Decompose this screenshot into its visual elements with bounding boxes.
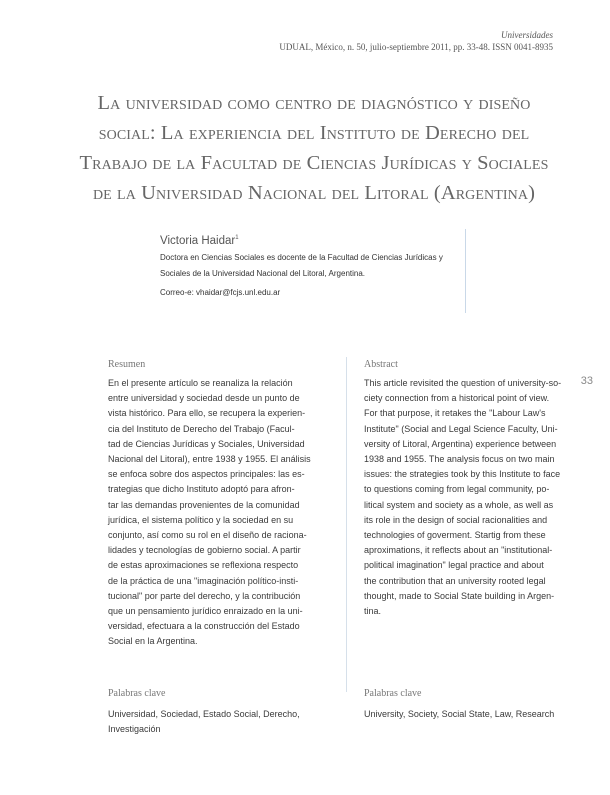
author-name: Victoria Haidar$^1$ [160, 234, 239, 247]
keywords-en [364, 707, 554, 722]
body-line: tina. [364, 606, 382, 617]
resumen-heading: Resumen [108, 359, 146, 370]
author-affiliation: Sociales de la Universidad Nacional del Litoral, Argentina. [160, 269, 366, 279]
title-line: La universidad como centro de diagnóstico y diseño [97, 92, 531, 114]
body-line: thought, made to Social State building in Argen- [364, 590, 555, 601]
body-line: aproximations, it reflects about an "institutional- [364, 545, 553, 556]
abstract-body [364, 376, 562, 619]
body-line: issues: the strategies took by this Institute to face [364, 469, 561, 480]
body-line: cia del Instituto de Derecho del Trabajo (Facul- [108, 423, 295, 434]
body-line: jurídica, el sistema político y la sociedad en su [108, 514, 294, 525]
body-line: litical system and society as a whole, as well as [364, 499, 554, 510]
body-line: tucional" por parte del derecho, y la contribución [108, 590, 301, 601]
body-line: its role in the design of social racionalities and [364, 514, 548, 525]
author-block [160, 229, 466, 313]
body-line: Institute" (Social and Legal Science Faculty, Uni- [364, 423, 558, 434]
abstract-section [364, 358, 562, 619]
body-line: political imagination" legal practice and about [364, 560, 544, 571]
body-line: de estas aproximaciones se reflexiona respecto [108, 560, 299, 571]
body-line: En el presente artículo se reanaliza la relación [108, 378, 293, 388]
citation-line: UDUAL, México, n. 50, julio-septiembre 2011, pp. 33-48. ISSN 0041-8935 [279, 42, 553, 52]
author-affiliation: Doctora en Ciencias Sociales es docente de la Facultad de Ciencias Jurídicas y [160, 252, 443, 262]
title-line: de la Universidad Nacional del Litoral (Argentina) [92, 182, 536, 204]
keywords-es-heading: Palabras clave [108, 688, 166, 699]
running-header [279, 29, 553, 53]
body-line: Nacional del Litoral), entre 1938 y 1955. El análisis [108, 454, 311, 465]
body-line: Social en la Argentina. [108, 636, 198, 647]
body-line: the contribution that an university rooted legal [364, 575, 546, 586]
body-line: ciety connection from a historical point of view. [364, 393, 550, 404]
body-line: tar las demandas provenientes de la comunidad [108, 499, 300, 510]
title-line: social: La experiencia del Instituto de Derecho del [98, 122, 530, 144]
body-line: versidad, efectuara a la construcción del Estado [108, 621, 300, 632]
body-line: For that purpose, it retakes the "Labour Law's [364, 408, 546, 419]
body-line: to questions coming from legal community, po- [364, 484, 550, 495]
keywords-en-heading: Palabras clave [364, 688, 422, 699]
body-line: lidades y tecnologías de gobierno social. A partir [108, 545, 301, 556]
resumen-body [108, 376, 311, 650]
body-line: tad de Ciencias Jurídicas y Sociales, Universidad [108, 438, 305, 449]
body-line: This article revisited the question of university-so- [364, 378, 562, 388]
body-line: entre universidad y sociedad desde un punto de [108, 393, 300, 404]
body-line: conjunto, así como su rol en el diseño de racionа- [108, 530, 307, 541]
resumen-section [108, 358, 311, 650]
keywords-line: University, Society, Social State, Law, Research [364, 709, 555, 719]
column-divider [346, 357, 347, 692]
body-line: de la práctica de una "imaginación político-insti- [108, 575, 299, 586]
abstract-heading: Abstract [364, 359, 398, 370]
page-number: 33 [580, 375, 593, 387]
body-line: que un pensamiento jurídico enraizado en la uni- [108, 606, 303, 617]
body-line: trategias que dicho Instituto adoptó para afron- [108, 484, 295, 495]
journal-name: Universidades [501, 30, 553, 40]
footnote-mark: 1 [235, 235, 239, 241]
keywords-line: Investigación [108, 724, 161, 735]
author-email: Correo-e: vhaidar@fcjs.unl.edu.ar [160, 287, 281, 297]
title-line: Trabajo de la Facultad de Ciencias Jurídicas y Sociales [79, 152, 549, 174]
body-line: 1938 and 1955. The analysis focus on two main [364, 454, 555, 465]
keywords-line: Universidad, Sociedad, Estado Social, Derecho, [108, 709, 300, 719]
body-line: versity of Litoral, Argentina) experience between [364, 438, 557, 449]
article-title [40, 88, 588, 208]
body-line: vista histórico. Para ello, se recupera la experien- [108, 408, 306, 419]
keywords-es [108, 707, 300, 737]
body-line: technologies of goverment. Startig from these [364, 530, 546, 541]
body-line: se enfoca sobre dos aspectos principales: las es- [108, 469, 305, 480]
